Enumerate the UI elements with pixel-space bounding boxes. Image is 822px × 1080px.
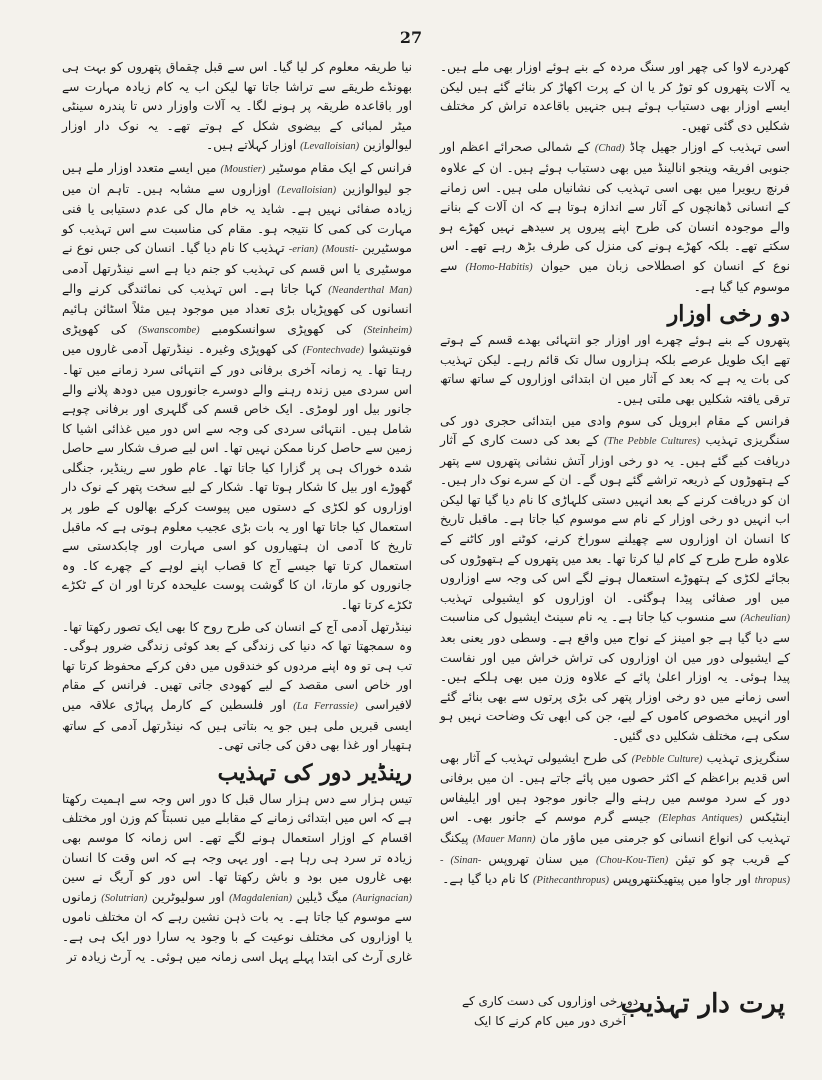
latin-gloss: (Aurignacian) [352, 892, 413, 904]
latin-gloss: (Levalloisian) [300, 141, 360, 153]
text-run: سے موسوم کیا گیا ہے۔ [440, 258, 790, 294]
text-run: تیس ہزار سے دس ہزار سال قبل کا دور اس وجہ سے اہمیت رکھتا ہے کہ اس میں ابتدائی زمانے کے مقابلے میں نسبتاً کم وزن اور مختلف اقسام کے اوزار استعمال ہونے لگے تھے۔ اس زمانہ کا موسم بھی زیادہ تر سرد ہی رہا ہے۔ اور یہی وجہ ہے کہ اس وقت کا انسان بھی غاروں میں بود و باش رکھتا تھا۔ اس دور کو آریگ نے سین [62, 791, 412, 885]
paragraph [440, 138, 790, 297]
latin-gloss: (Steinheim) [363, 324, 413, 336]
text-run: فرانس کے ایک مقام موسٹیر [269, 160, 413, 175]
text-run: میگ ڈیلین [296, 889, 349, 904]
text-run: کی کھوپڑی فونتیشوا [62, 321, 412, 357]
paragraph [440, 58, 790, 136]
paragraph [62, 790, 412, 967]
text-run: سنگریزی تہذیب [706, 750, 791, 765]
text-run: اوزار کہلاتے ہیں۔ [206, 138, 297, 153]
latin-gloss: (The Pebble Cultures) [604, 436, 700, 448]
text-run: میں ایسے متعدد اوزار ملے ہیں جو لیوالوازین [62, 160, 413, 196]
latin-gloss: (Sinan- [450, 854, 482, 866]
latin-gloss: (Moustier) [220, 163, 266, 175]
latin-gloss: (Neanderthal Man) [328, 284, 412, 296]
latin-gloss: -erian) [288, 244, 318, 256]
text-run: زمانوں سے موسوم کیا جاتا ہے۔ یہ بات ذہن نشین رہے کہ ان مختلف ناموں یا اوزاروں کی مختلف نوعیت کے با وجود یہ سارا دور ایک ہی ہے۔ غاری آرٹ کی ابتدا پہلے پہل اسی زمانہ میں ہوئی۔ یہ آرٹ زیادہ تر [62, 889, 412, 964]
box-caption: دو رخی اوزاروں کی دست کاری کے آخری دور میں کام کرنے کا ایک [461, 994, 639, 1028]
text-run: کے شمالی صحرائے اعظم اور جنوبی افریقہ وینجو انالینڈ میں بھی دستیاب ہوئے ہیں۔ ان کے علاوہ فرنچ ریویرا میں بھی اسی تہذیب کی نشانیاں ملی ہیں۔ اس زمانے کے انسانی ڈھانچوں کے آثار سے اندازہ ہوتا ہے کہ ان آلات کے بنانے والے موجودہ انسان کی طرح اپنے پیروں پر سیدھے نہیں کھڑے ہو سکتے تھے۔ بلکہ کھڑے ہونے کی منزل کی طرف بڑھ رہے تھے۔ اس نوع کے انسان کو اصطلاحی زبان میں حیوان [440, 140, 791, 273]
text-run: نینڈرتھل آدمی آج کے انسان کی طرح روح کا بھی ایک تصور رکھتا تھا۔ وہ سمجھتا تھا کہ دنیا کی زندگی کے بعد کوئی زندگی ضرور ہوگی۔ تب ہی تو وہ اپنے مردوں کو خندقوں میں دفن کرکے محفوظ کرتا تھا اور خاص اسی مقصد کے لیے کھودی جاتی تھیں۔ فرانس کے مقام لافیراسی [62, 619, 412, 712]
paragraph [440, 412, 790, 747]
latin-gloss: (La Ferrassie) [293, 701, 358, 712]
latin-gloss: (Swanscombe) [138, 324, 200, 336]
latin-gloss: (Acheulian) [740, 613, 790, 625]
text-run: اور فلسطین کے کارمل پہاڑی علاقہ میں ایسی قبریں ملی ہیں جو یہ بتاتی ہیں کہ نینڈرتھل آدمی کے ساتھ ہتھیار اور غذا بھی دفن کی جاتی تھی۔ [62, 698, 412, 753]
latin-gloss: -thropus) [440, 854, 790, 887]
paragraph [62, 618, 412, 756]
text-run: کہا جاتا ہے۔ اس تہذیب کی نمائندگی کرنے والے انسانوں کی کھوپڑیاں بڑی تعداد میں موجود ہیں مثلاً اسٹائن ہائیم [62, 281, 412, 317]
text-run: پیکنگ کے قریب چو کو تیئن [440, 830, 790, 866]
latin-gloss: (Chou-Kou-Tien) [595, 854, 669, 866]
paragraph [62, 58, 412, 157]
text-run: جیسے گرم موسم کے جانور بھی۔ اس تہذیب کی انواع انسانی کو جرمنی میں ماؤر مان [440, 810, 791, 845]
text-run: کی کھوپڑی سوانسکومبے [211, 321, 353, 336]
text-run: میں سنان تھروپس [488, 851, 589, 866]
latin-gloss: (Levalloisian) [277, 184, 337, 196]
latin-gloss: (Pebble Culture) [631, 753, 703, 765]
latin-gloss: (Solutrian) [101, 892, 148, 904]
text-run: اوزاروں سے مشابہ ہیں۔ تاہم ان میں زیادہ صفائی نہیں ہے۔ شاید یہ خام مال کی عدم دستیابی یا فنی مہارت کی کمی کا نتیجہ ہو۔ مقام کی مناسبت سے اس تہذیب کو موسٹیرین [62, 181, 413, 256]
text-run: سے منسوب کیا جاتا ہے۔ یہ نام سینٹ ایشیول کی مناسبت سے دیا گیا ہے جو امینز کے نواح میں واقع ہے۔ وسطی دور یعنی بعد کے ایشیولی دور میں ان اوزاروں کی تراش خراش میں اور نفاست پیدا ہوئی۔ یہ اوزار اعلیٰ پائے کے علاوہ وزن میں بھی ہلکے ہیں۔ اسی زمانے میں دو رخی اوزار پتھر کی بڑی پرتوں سے بھی بنائے گئے اور انہیں مخصوص کاموں کے لیے، جن کی ابھی تک وضاحت نہیں ہو سکی ہے، مختلف شکلیں دی گئیں۔ [440, 610, 790, 743]
text-run: کے بعد کی دست کاری کے آثار دریافت کیے گئے ہیں۔ یہ دو رخی اوزار آتش نشانی پتھروں سے پتھر کے ہتھوڑوں کے ذریعہ تراشے گئے ہوں گے۔ ان کے سرے نوک دار ہیں۔ ان کو دریافت کرنے کے بعد انہیں دستی کلہاڑی کا نام دیا گیا تھا لیکن اب انہیں دو رخی اوزار کے نام سے موسوم کیا جاتا ہے۔ ماقبل تاریخ کا انسان ان اوزاروں سے چھیلنے سوراخ کرنے، کوٹنے اور کاٹنے کے علاوہ طرح طرح کے کام لیا کرتا تھا۔ بعد میں پتھروں کے ہتھوڑوں کی بجائے لکڑی کے ہتھوڑے استعمال ہونے لگے اس کی وجہ سے اوزاروں میں اور صفائی پیدا ہوگئی۔ ان اوزاروں کو ایشیولی تہذیب [440, 433, 790, 605]
text-run: پتھروں کے بنے ہوئے چھرے اور اوزار جو انتہائی بھدے قسم کے ہوتے تھے ایک طویل عرصے بلکہ ہزاروں سال تک قائم رہے۔ لیکن تہذیب کی بات یہ ہے کہ بعد کے آثار میں ان ابتدائی اوزاروں کے ساتھ ساتھ ترقی یافتہ شکلیں بھی ملتی ہیں۔ [440, 333, 790, 406]
right-column [440, 58, 790, 893]
latin-gloss: (Elephas Antiques) [658, 813, 743, 825]
latin-gloss: (Mauer Mann) [472, 833, 536, 845]
paragraph [440, 749, 790, 891]
latin-gloss: (Pithecanthropus) [532, 875, 609, 887]
text-run: فرانس کے مقام ابرویل کی سوم وادی میں ابتدائی حجری دور کی سنگریزی تہذیب [440, 413, 791, 448]
text-run: اور سولیوٹرین [151, 889, 225, 904]
latin-gloss: (Homo-Habitis) [465, 261, 533, 273]
section-heading-reindeer-age: رینڈیر دور کی تہذیب [217, 759, 412, 786]
text-run: اور جاوا میں پیتھیکنتھروپس [612, 872, 751, 887]
left-column [62, 58, 412, 969]
text-run: کی کھوپڑی وغیرہ۔ نینڈرتھل آدمی غاروں میں رہتا تھا۔ یہ زمانہ آخری برفانی دور کے انتہائی سرد زمانے میں تھا۔ اس سردی میں زندہ رہنے والے دوسرے جانوروں میں دودھ پلانے والے جانور بیل اور لومڑی۔ ایک خاص قسم کی گلہری اور برفانی چوہے شامل ہیں۔ انتہائی سردی کی وجہ سے اس دور میں غذائی اشیا کا زمین سے حاصل کرنا ممکن نہیں تھا۔ اس لیے صرف شکار سے حاصل شدہ خوراک ہی پر گزارا کیا جاتا تھا۔ عام طور سے رینڈیر، جنگلی گھوڑے اور بیل کا شکار ہوتا تھا۔ شکار کے لیے سخت پتھر کے نوک دار اوزاروں کو لکڑی کے دستوں میں پیوست کرکے بھالوں کے طور پر استعمال کیا جاتا تھا اور یہ بات بڑی عجیب معلوم ہوتی ہے کہ ماقبل تاریخ کا آدمی ان ہتھیاروں کو اسی مہارت اور چابکدستی سے استعمال کرتا تھا جیسے آج کا قصاب اپنے لوہے کے چھرے کا۔ وہ جانوروں کو مارتا، ان کا گوشت پوست علیحدہ کرتا اور ان کے ٹکڑے ٹکڑے کرتا تھا۔ [62, 342, 412, 613]
text-run: کھردرے لاوا کی چھر اور سنگ مردہ کے بنے ہوئے اوزار بھی ملے ہیں۔ یہ آلات پتھروں کو توڑ کر یا ان کے پرت اکھاڑ کر بنائے گئے ہیں لیکن ایسے اوزار بھی دستیاب ہوئے ہیں جنہیں باقاعدہ تراش کر مختلف شکلیں دی گئی تھیں۔ [440, 60, 790, 133]
latin-gloss: (Magdalenian) [229, 892, 293, 904]
paragraph [440, 331, 790, 409]
latin-gloss: (Mousti- [321, 244, 359, 256]
text-run: تہذیب کا نام دیا گیا۔ انسان کی جس نوع نے موسٹیری یا اس قسم کی تہذیب کو جنم دیا ہے اسے نینڈرتھل آدمی [62, 241, 412, 276]
section-heading-two-faced-tools: دو رخی اوزار [667, 301, 790, 328]
text-run: کی طرح ایشیولی تہذیب کے آثار بھی اس قدیم براعظم کے اکثر حصوں میں پائے جاتے ہیں۔ ان میں برفانی دور کے سرد موسم میں رہنے والے جانور موجود ہیں اور ایلیفاس اینٹیکس [440, 750, 790, 825]
latin-gloss: (Chad) [594, 143, 625, 155]
text-run: کا نام دیا گیا ہے۔ [442, 872, 530, 887]
text-run: نیا طریقہ معلوم کر لیا گیا۔ اس سے قبل چقماق پتھروں کو بہت ہی بھونڈے طریقے سے تراشا جاتا تھا لیکن اب یہ کام زیادہ مہارت سے اور باقاعدہ طریقہ پر ہونے لگا۔ یہ آلات واوزار دس تا پندرہ سینٹی میٹر لمبائی کے بیضوی شکل کے ہوتے تھے۔ یہ نوک دار اوزار لیوالوازین [62, 60, 412, 153]
paragraph [62, 159, 412, 616]
page-number: 27 [399, 28, 423, 47]
latin-gloss: (Fontechvade) [302, 345, 364, 357]
text-run: اسی تہذیب کے اوزار جھیل چاڈ [629, 140, 791, 155]
bottom-caption-box [455, 985, 785, 1055]
box-heading: پرت دار تہذیب [620, 989, 785, 1019]
